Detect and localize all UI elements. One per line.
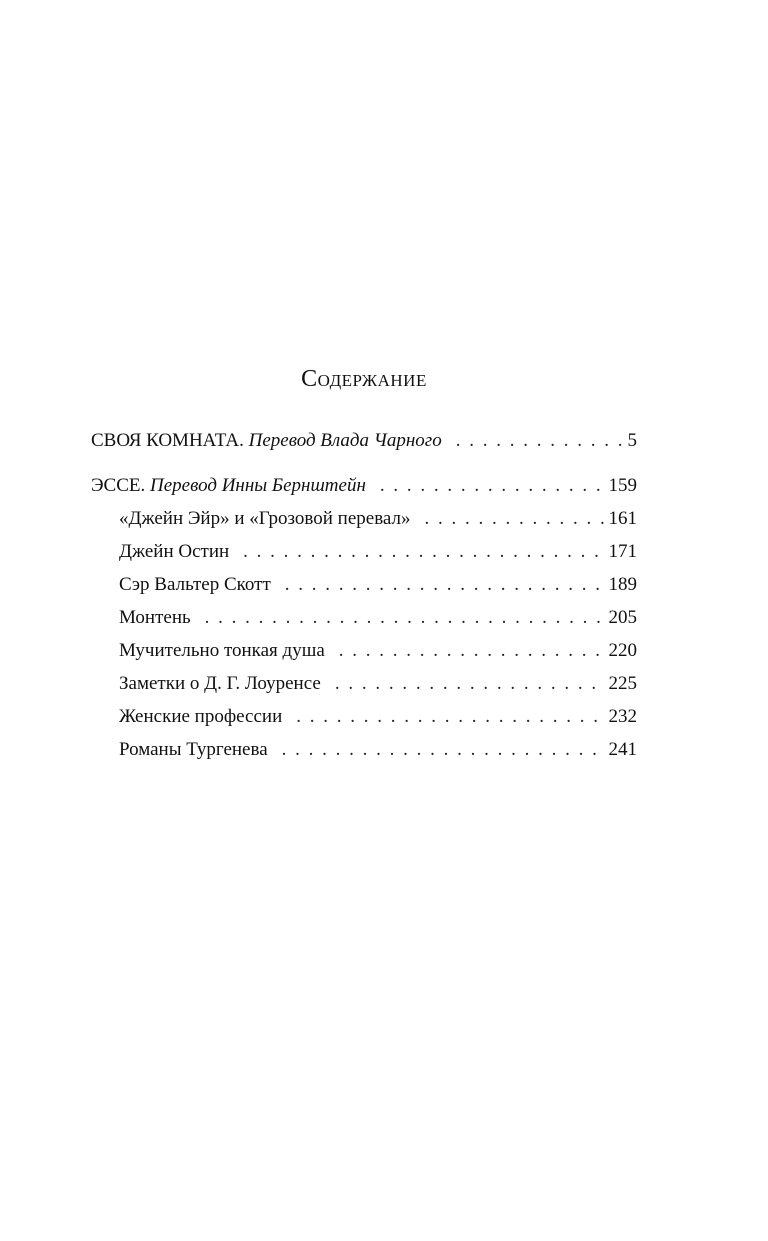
dot-leader <box>425 502 605 535</box>
toc-entry-label: Женские профессии <box>119 706 283 727</box>
toc-entry-label: Сэр Вальтер Скотт <box>119 574 271 595</box>
toc-page-number: 5 <box>627 430 637 451</box>
toc-page-number: 241 <box>608 739 637 760</box>
dot-leader <box>243 535 604 568</box>
dot-leader <box>339 634 605 667</box>
toc-entry-label: Романы Тургенева <box>119 739 268 760</box>
toc-sub-entry <box>91 667 637 700</box>
toc-page-number: 189 <box>608 574 637 595</box>
dot-leader <box>335 667 605 700</box>
toc-entry-label: СВОЯ КОМНАТА. Перевод Влада Чарного <box>91 430 442 451</box>
toc-page-number: 220 <box>608 640 637 661</box>
dot-leader <box>282 733 605 766</box>
toc-page-number: 161 <box>608 508 637 529</box>
toc-entry-label: Джейн Остин <box>119 541 230 562</box>
toc-page-number: 225 <box>608 673 637 694</box>
toc-entry-label: ЭССЕ. Перевод Инны Бернштейн <box>91 475 366 496</box>
toc-entry <box>91 424 637 457</box>
toc-entry-label: «Джейн Эйр» и «Грозовой перевал» <box>119 508 411 529</box>
toc-page-number: 159 <box>608 475 637 496</box>
toc-entry-label: Монтень <box>119 607 191 628</box>
toc-page-number: 205 <box>608 607 637 628</box>
dot-leader <box>380 469 605 502</box>
dot-leader <box>205 601 605 634</box>
toc-page-number: 171 <box>608 541 637 562</box>
dot-leader <box>456 424 624 457</box>
toc-sub-entry <box>91 601 637 634</box>
toc-sub-entry <box>91 733 637 766</box>
toc-sub-entry <box>91 568 637 601</box>
toc-sub-entry <box>91 535 637 568</box>
toc-sub-entry <box>91 502 637 535</box>
toc-entry-label: Мучительно тонкая душа <box>119 640 325 661</box>
dot-leader <box>296 700 604 733</box>
toc-entry-label: Заметки о Д. Г. Лоуренсе <box>119 673 321 694</box>
toc-entry <box>91 469 637 502</box>
toc-sub-entry <box>91 700 637 733</box>
toc-sub-entry <box>91 634 637 667</box>
toc-page-number: 232 <box>608 706 637 727</box>
dot-leader <box>285 568 605 601</box>
table-of-contents <box>91 424 637 766</box>
page-title: Содержание <box>301 366 427 392</box>
